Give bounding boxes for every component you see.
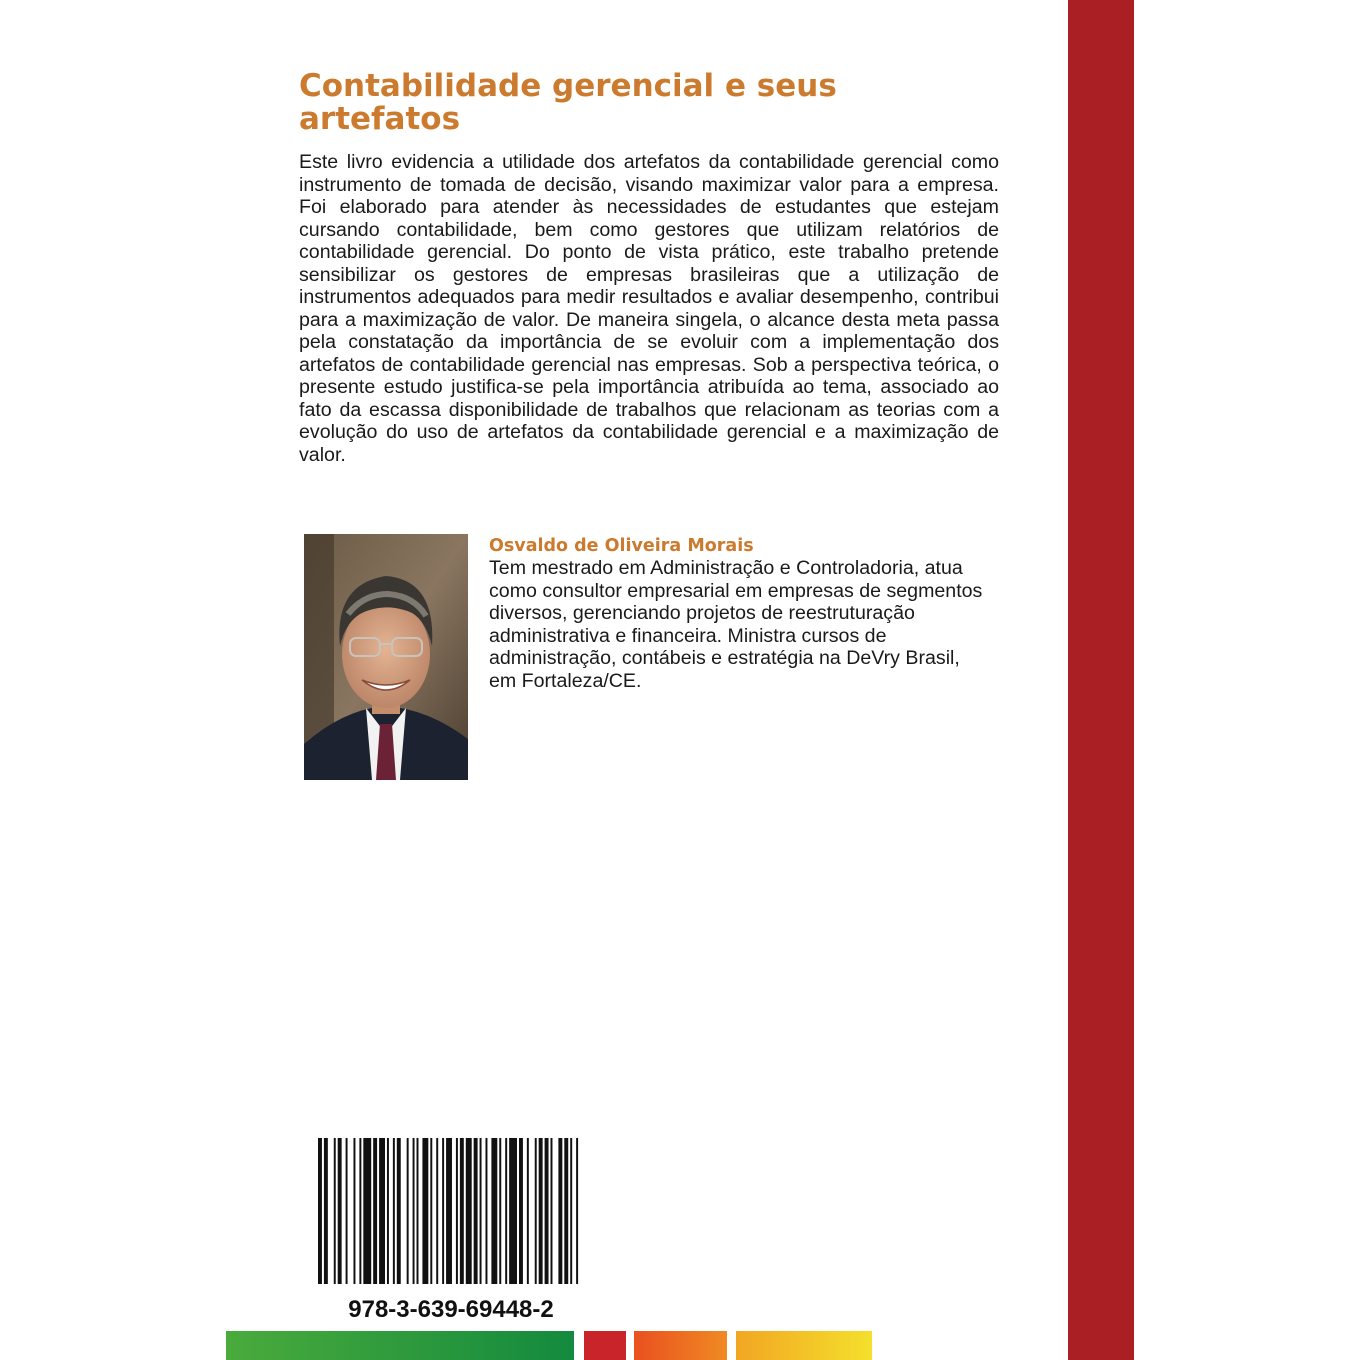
- barcode-bar: [338, 1138, 342, 1284]
- barcode-bar: [491, 1138, 497, 1284]
- barcode-bar: [334, 1138, 336, 1284]
- barcode-bar: [353, 1138, 355, 1284]
- barcode-bar: [407, 1138, 409, 1284]
- barcode-bar: [551, 1138, 553, 1284]
- barcode-bar: [387, 1138, 389, 1284]
- barcode-bar: [545, 1138, 549, 1284]
- decorative-stripe-green: [226, 1331, 574, 1360]
- barcode-bar: [373, 1138, 377, 1284]
- barcode-bar: [413, 1138, 415, 1284]
- barcode-bar: [393, 1138, 395, 1284]
- barcode-bar: [346, 1138, 348, 1284]
- book-title: Contabilidade gerencial e seus artefatos: [299, 68, 837, 137]
- barcode-bar: [324, 1138, 328, 1284]
- decorative-stripe-red: [584, 1331, 626, 1360]
- author-name: Osvaldo de Oliveira Morais: [489, 536, 754, 556]
- decorative-stripe-yellow: [736, 1331, 872, 1360]
- barcode-bar: [436, 1138, 438, 1284]
- barcode-bar: [442, 1138, 444, 1284]
- barcode-bar: [422, 1138, 428, 1284]
- barcode-bar: [474, 1138, 478, 1284]
- barcode-bar: [417, 1138, 419, 1284]
- barcode-bar: [480, 1138, 482, 1284]
- barcode-bar: [535, 1138, 537, 1284]
- barcode-bar: [576, 1138, 578, 1284]
- barcode-bar: [466, 1138, 472, 1284]
- book-description: Este livro evidencia a utilidade dos artefatos da contabilidade gerencial como instrumento de tomada de decisão, visando maximizar valor para a empresa. Foi elaborado para atender às necessidades de estudantes que estejam cursando contabilidade, bem como gestores que utilizam relatórios de contabilidade gerencial. Do ponto de vista prático, este trabalho pretende sensibilizar os gestores de empresas brasileiras que a utilização de instrumentos adequados para medir resultados e avaliar desempenho, contribui para a maximização de valor. De maneira singela, o alcance desta meta passa pela constatação da importância de se evoluir com a implementação dos artefatos de contabilidade gerencial nas empresas. Sob a perspectiva teórica, o presente estudo justifica-se pela importância atribuída ao tema, associado ao fato da escassa disponibilidade de trabalhos que relacionam as teorias com a evolução do uso de artefatos da contabilidade gerencial e a maximização de valor.: [299, 151, 999, 466]
- barcode-bar: [363, 1138, 371, 1284]
- barcode-bar: [519, 1138, 523, 1284]
- spine-color-bar: [1068, 0, 1134, 1360]
- isbn-barcode: [318, 1138, 584, 1284]
- barcode-bar: [318, 1138, 322, 1284]
- barcode-bar: [460, 1138, 464, 1284]
- author-photo: [304, 534, 468, 780]
- barcode-bar: [564, 1138, 568, 1284]
- barcode-bar: [499, 1138, 501, 1284]
- barcode-bar: [505, 1138, 507, 1284]
- barcode-bar: [456, 1138, 458, 1284]
- barcode-bar: [397, 1138, 401, 1284]
- isbn-number: 978-3-639-69448-2: [348, 1296, 554, 1323]
- barcode-bar: [558, 1138, 562, 1284]
- barcode-bar: [570, 1138, 572, 1284]
- barcode-bar: [359, 1138, 361, 1284]
- barcode-bar: [509, 1138, 517, 1284]
- barcode-bar: [527, 1138, 529, 1284]
- barcode-bar: [379, 1138, 385, 1284]
- decorative-stripe-orange: [634, 1331, 727, 1360]
- barcode-bar: [430, 1138, 432, 1284]
- author-bio: Tem mestrado em Administração e Controladoria, atua como consultor empresarial em empresas de segmentos diversos, gerenciando projetos de reestruturação administrativa e financeira. Ministra cursos de administração, contábeis e estratégia na DeVry Brasil, em Fortaleza/CE.: [489, 557, 983, 692]
- barcode-bar: [539, 1138, 543, 1284]
- barcode-bar: [446, 1138, 452, 1284]
- barcode-bar: [485, 1138, 487, 1284]
